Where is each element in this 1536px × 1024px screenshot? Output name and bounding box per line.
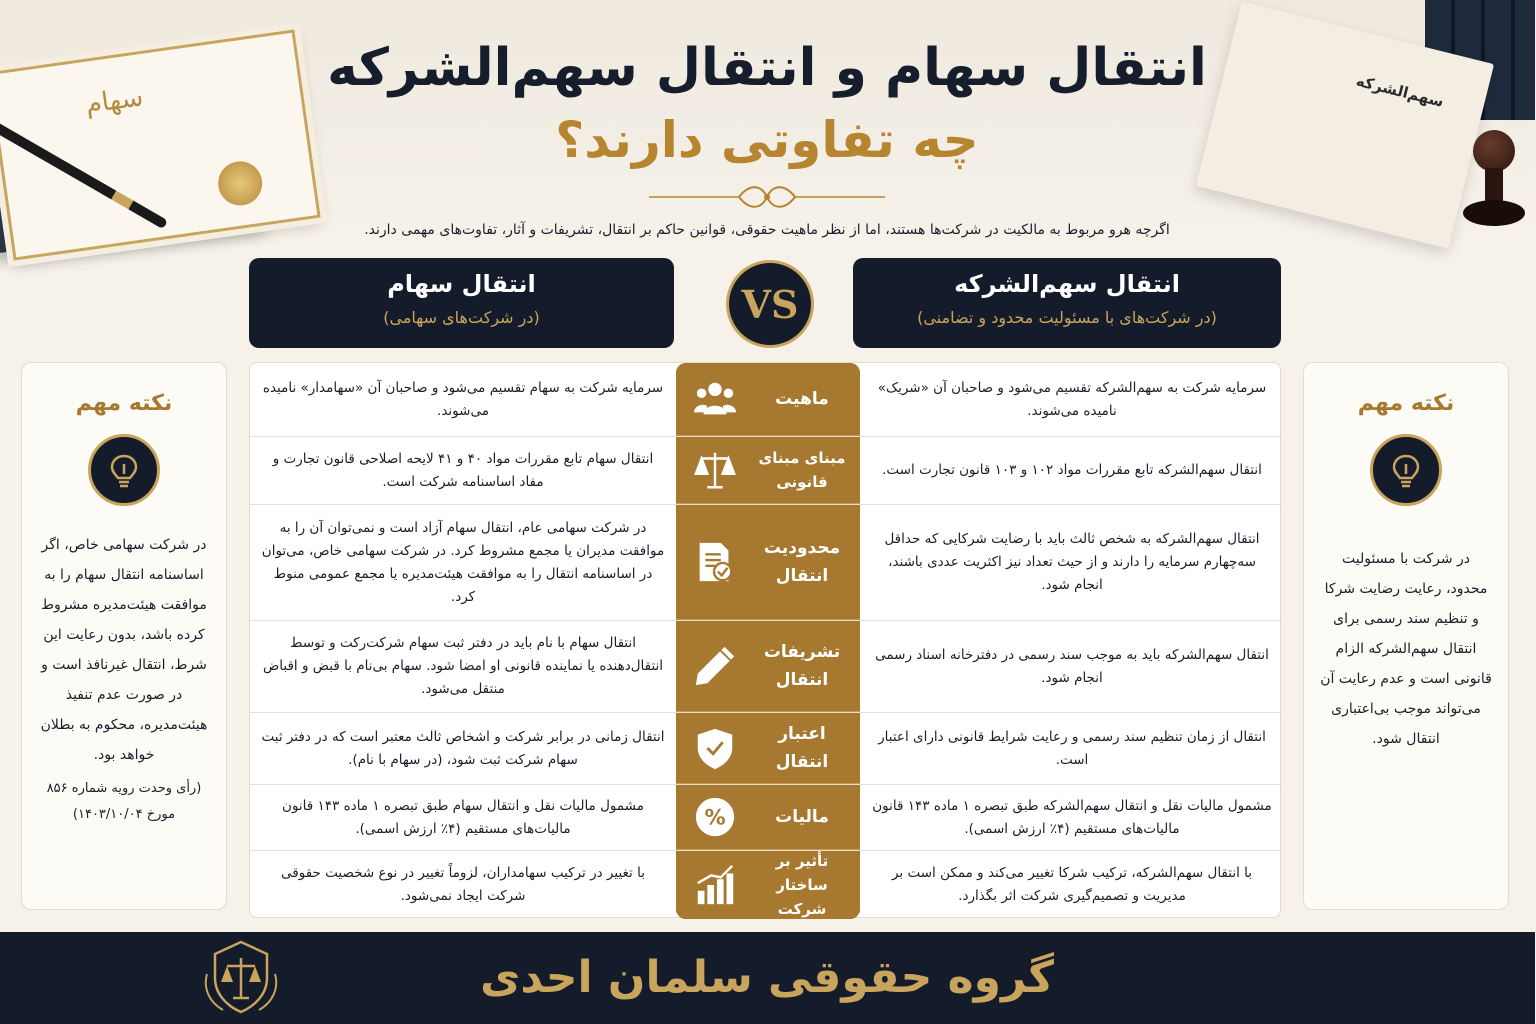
table-row: [251, 713, 1283, 785]
left-cell: با تغییر در ترکیب سهامداران، لزوماً تغییر در نوع شخصیت حقوقی شرکت ایجاد نمی‌شود.: [282, 865, 646, 904]
column-header-left: [250, 258, 675, 348]
page-title-question: چه تفاوتی دارند؟: [556, 111, 980, 169]
right-cell: سرمایه شرکت به سهم‌الشرکه تقسیم می‌شود و صاحبان آن «شریک» نامیده می‌شوند.: [878, 379, 1268, 419]
note-body: در شرکت با مسئولیت محدود، رعایت رضایت شرکا و تنظیم سند رسمی برای انتقال سهم‌الشرکه الزام قانونی است و عدم رعایت آن می‌تواند موجب بی‌اعتباری انتقال شود.: [1321, 551, 1493, 747]
left-cell: در شرکت سهامی عام، انتقال سهام آزاد است و نمی‌توان آن را به موافقت مدیران یا مجمع مشروط کرد. در شرکت سهامی خاص، می‌توان در اساسنامه انتقال را به موافقت هیئت‌مدیره یا مجمع عمومی منوط کرد.: [262, 519, 666, 605]
footer: [0, 932, 1536, 1024]
criterion-label: مالیات: [776, 807, 830, 827]
page-title: انتقال سهام و انتقال سهم‌الشرکه: [328, 38, 1208, 98]
criterion: [677, 851, 861, 919]
column-title-left: انتقال سهام: [388, 270, 537, 298]
lightbulb-icon: [1371, 434, 1443, 506]
criterion-label: تأثیر بر ساختار شرکت: [776, 852, 830, 918]
criterion: [677, 363, 861, 436]
note-card-left: [22, 362, 228, 910]
shield-icon: [689, 721, 743, 775]
header: [0, 0, 1536, 250]
stamp-icon: [1466, 130, 1526, 240]
table-row: [251, 851, 1283, 919]
pen-icon: [689, 639, 743, 693]
criterion-label: ماهیت: [776, 389, 830, 409]
people-icon: [689, 372, 743, 426]
note-title: نکته مهم: [1358, 391, 1456, 416]
criterion-label: مبنای مبنای قانونی: [759, 449, 847, 491]
right-cell: انتقال سهم‌الشرکه تابع مقررات مواد ۱۰۲ و ۱۰۳ قانون تجارت است.: [883, 462, 1263, 478]
scales-icon: [689, 443, 743, 497]
left-cell: انتقال زمانی در برابر شرکت و اشخاص ثالث معتبر است که در دفتر ثبت سهام شرکت ثبت شود، (در سهام با نام).: [262, 728, 666, 768]
table-row: [251, 505, 1283, 621]
criterion-label: تشریفات انتقال: [764, 642, 842, 690]
left-cell: مشمول مالیات نقل و انتقال سهام طبق تبصره ۱ ماده ۱۴۳ قانون مالیات‌های مستقیم (۴٪ ارزش اسمی).: [283, 797, 645, 837]
column-subtitle-left: (در شرکت‌های سهامی): [384, 308, 541, 327]
svg-text:%: %: [705, 804, 727, 830]
criterion-label: اعتبار انتقال: [776, 724, 830, 772]
table-row: [251, 437, 1283, 505]
share-certificate-illustration: [0, 40, 320, 250]
document-label: سهم‌الشرکه: [1355, 71, 1447, 111]
note-body: در شرکت سهامی خاص، اگر اساسنامه انتقال سهام را به موافقت هیئت‌مدیره مشروط کرده باشد، بدون رعایت این شرط، انتقال غیرنافذ است و در صورت عدم تنفیذ هیئت‌مدیره، محکوم به بطلان خواهد بود.: [41, 537, 209, 763]
note-reference: (رأی وحدت رویه شماره ۸۵۶ مورخ ۱۴۰۳/۱۰/۰۴): [47, 781, 203, 822]
table-row: [251, 785, 1283, 851]
criterion: [677, 437, 861, 504]
table-row: [251, 363, 1283, 437]
vs-badge: VS: [727, 260, 815, 348]
criterion-label: محدودیت انتقال: [764, 538, 842, 586]
brand-name: گروه حقوقی سلمان احدی: [481, 952, 1055, 1003]
lightbulb-icon: [89, 434, 161, 506]
right-cell: انتقال سهم‌الشرکه به شخص ثالث باید با رضایت شرکایی که حداقل سه‌چهارم سرمایه را دارند و از حیث تعداد نیز اکثریت عددی باشند، انجام شود.: [885, 531, 1261, 593]
note-card-right: [1304, 362, 1510, 910]
column-header-right: [854, 258, 1282, 348]
note-title: نکته مهم: [76, 391, 174, 416]
table-row: [251, 621, 1283, 713]
left-cell: انتقال سهام با نام باید در دفتر ثبت سهام شرکت‌رکت و توسط انتقال‌دهنده یا نماینده قانونی او امضا شود. سهام بی‌نام با قبض و اقباض منتقل می‌شود.: [263, 635, 665, 697]
ornament-divider-icon: [640, 182, 896, 212]
right-cell: با انتقال سهم‌الشرکه، ترکیب شرکا تغییر می‌کند و ممکن است بر مدیریت و تصمیم‌گیری شرکت اثر بگذارد.: [892, 865, 1254, 904]
percent-icon: [689, 790, 743, 844]
criterion: [677, 505, 861, 620]
certificate-label: سهام: [84, 82, 147, 120]
right-cell: مشمول مالیات نقل و انتقال سهم‌الشرکه طبق تبصره ۱ ماده ۱۴۳ قانون مالیات‌های مستقیم (۴٪ ارزش اسمی).: [873, 797, 1273, 837]
document-check-icon: [689, 535, 743, 589]
criterion: [677, 785, 861, 850]
right-cell: انتقال از زمان تنظیم سند رسمی و رعایت شرایط قانونی دارای اعتبار است.: [879, 728, 1267, 768]
right-cell: انتقال سهم‌الشرکه باید به موجب سند رسمی در دفترخانه اسناد رسمی انجام شود.: [876, 646, 1270, 686]
column-title-right: انتقال سهم‌الشرکه: [955, 270, 1181, 298]
subtitle: اگرچه هرو مربوط به مالکیت در شرکت‌ها هستند، اما از نظر ماهیت حقوقی، قوانین حاکم بر انتقال، تشریفات و آثار، تفاوت‌های مهمی دارند.: [365, 222, 1171, 238]
criterion: [677, 621, 861, 712]
seal-icon: [216, 159, 266, 209]
chart-icon: [689, 858, 743, 912]
column-subtitle-right: (در شرکت‌های با مسئولیت محدود و تضامنی): [918, 308, 1218, 327]
comparison-table: [250, 362, 1282, 918]
left-cell: انتقال سهام تابع مقررات مواد ۴۰ و ۴۱ لایحه اصلاحی قانون تجارت و مفاد اساسنامه شرکت است.: [273, 450, 655, 490]
left-cell: سرمایه شرکت به سهام تقسیم می‌شود و صاحبان آن «سهامدار» نامیده می‌شوند.: [263, 379, 665, 419]
scales-logo-icon: [196, 938, 288, 1018]
criterion: [677, 713, 861, 784]
